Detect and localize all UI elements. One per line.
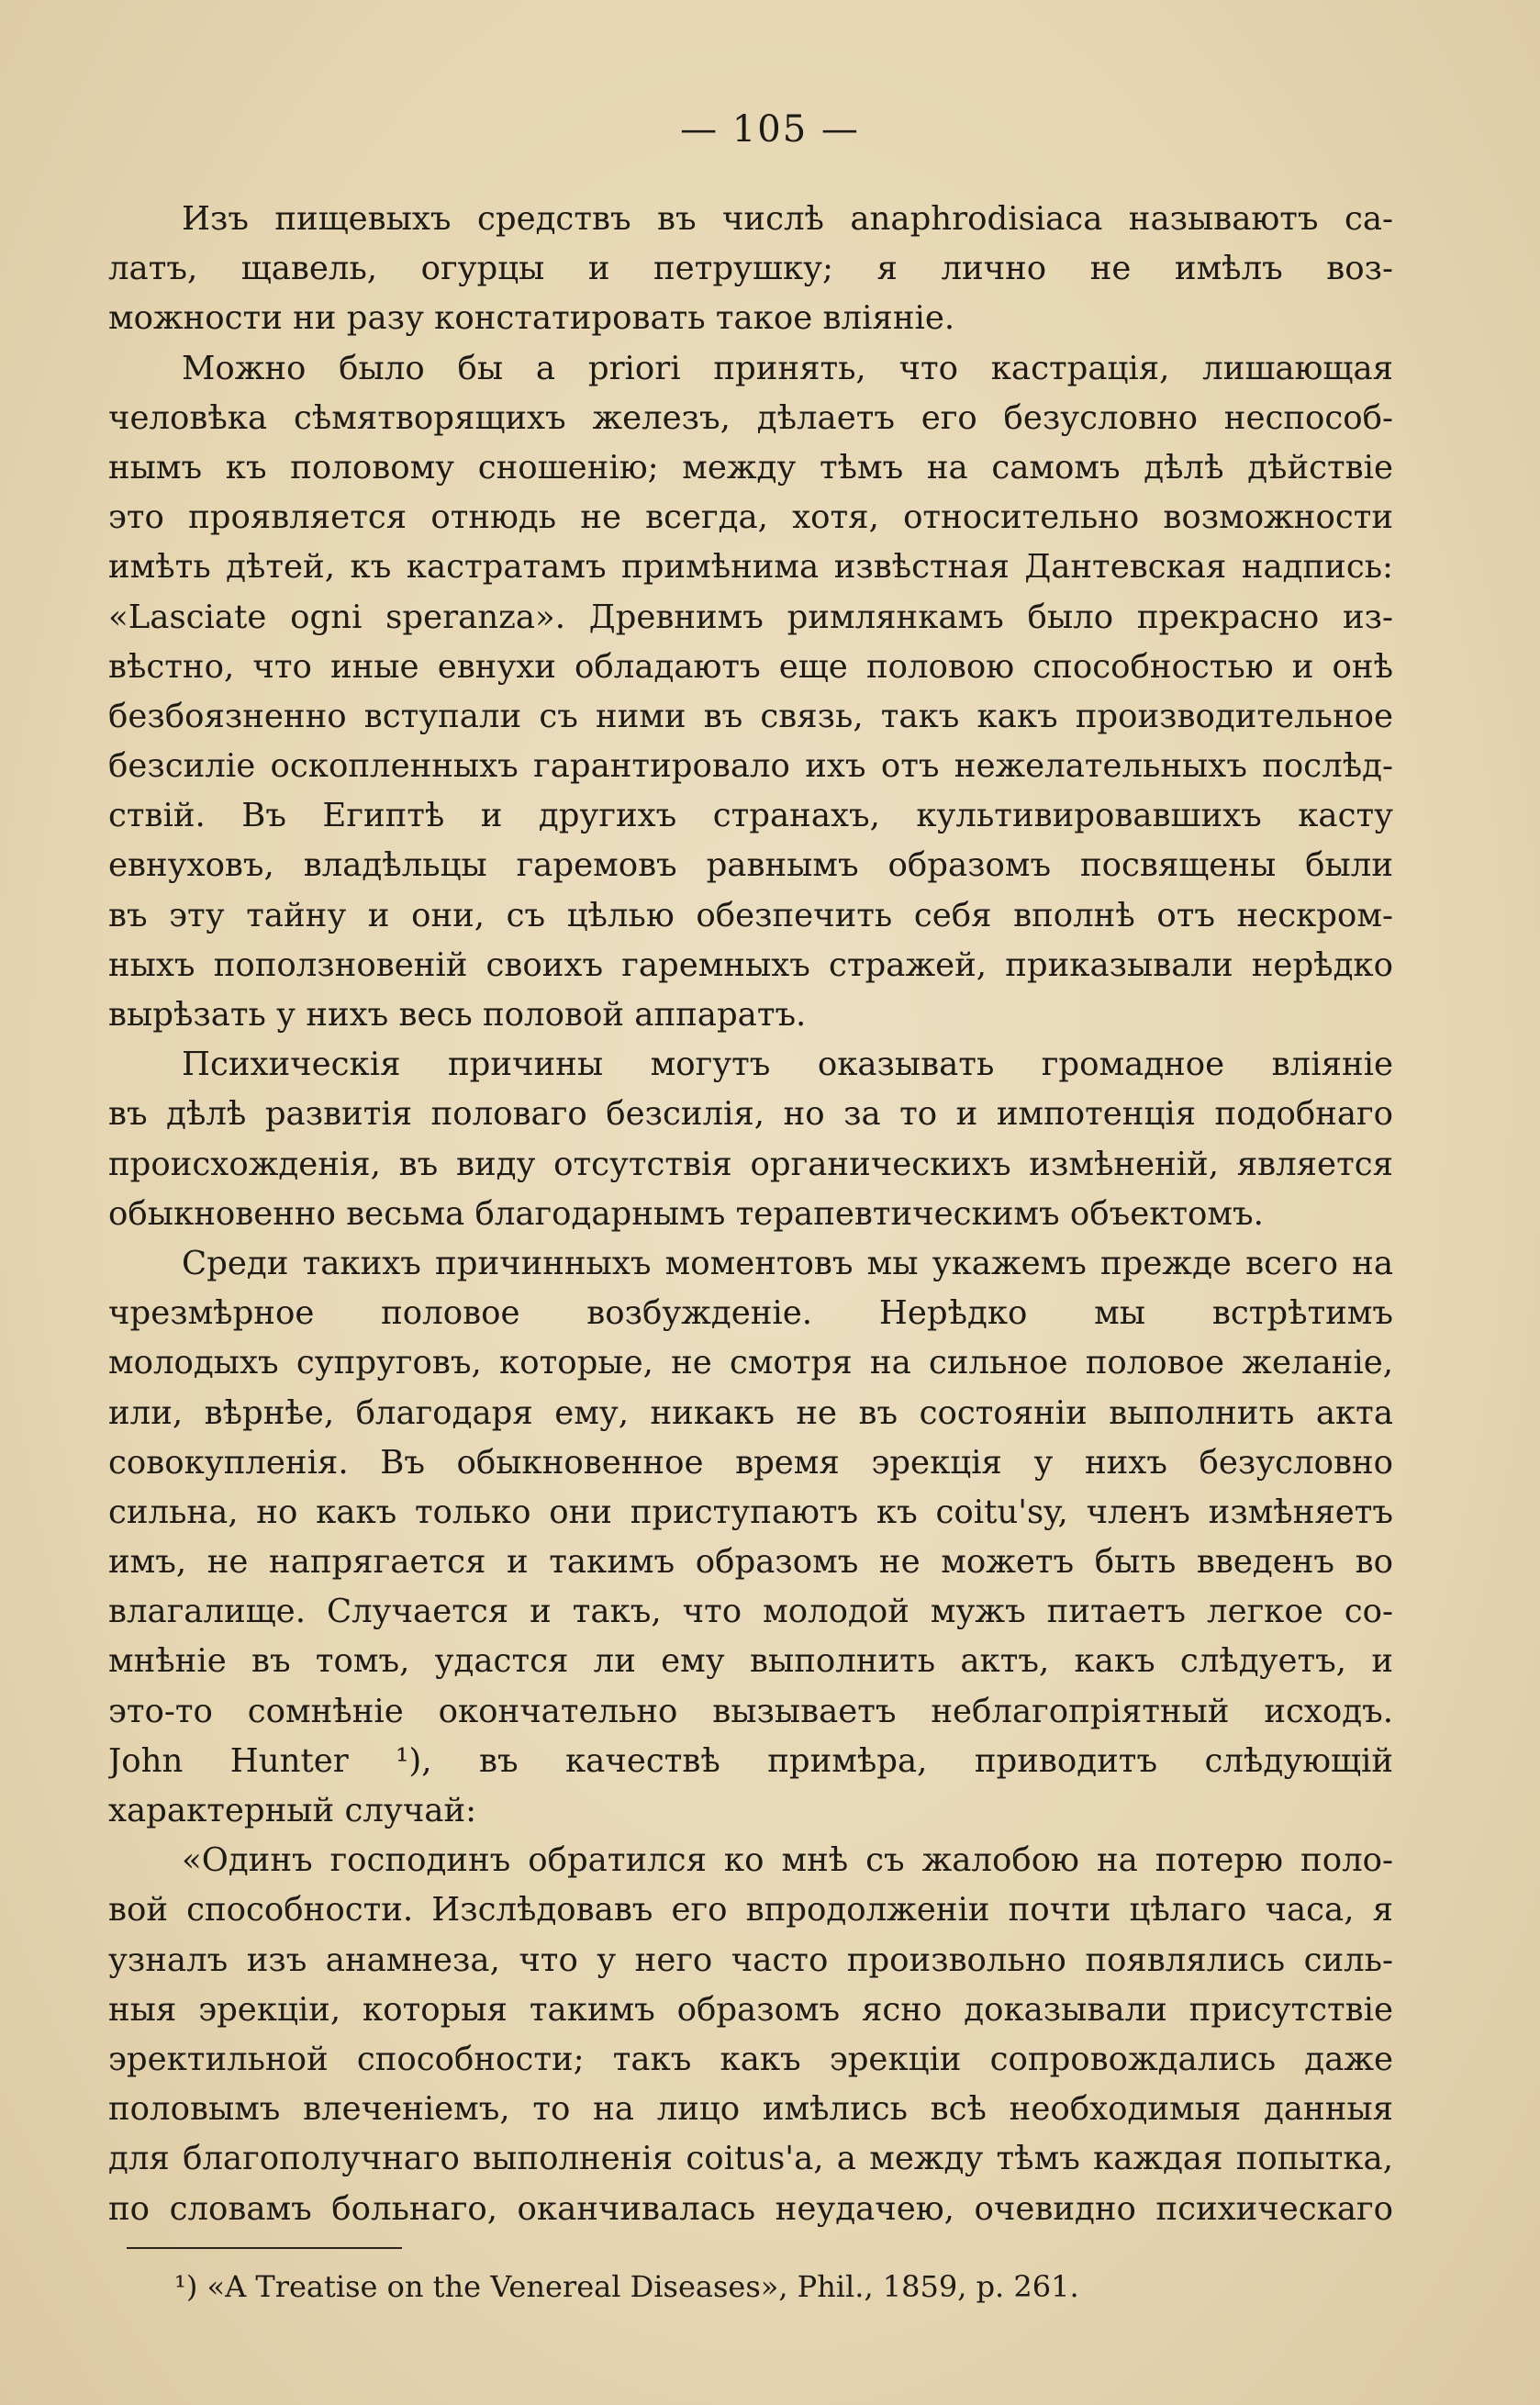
text-line: «Lasciate ogni speranza». Древнимъ римлянкамъ было прекрасно из- — [108, 598, 1393, 636]
text-line: узналъ изъ анамнеза, что у него часто произвольно появлялись силь- — [108, 1941, 1393, 1979]
text-line: ныя эрекціи, которыя такимъ образомъ ясно доказывали присутствіе — [108, 1990, 1393, 2029]
text-line: совокупленія. Въ обыкновенное время эрекція у нихъ безусловно — [108, 1443, 1393, 1482]
text-line: безсиліе оскопленныхъ гарантировало ихъ отъ нежелательныхъ послѣд- — [108, 747, 1393, 786]
text-line: или, вѣрнѣе, благодаря ему, никакъ не въ состояніи выполнить акта — [108, 1393, 1393, 1432]
text-line: латъ, щавель, огурцы и петрушку; я лично не имѣлъ воз- — [108, 250, 1393, 288]
text-line: Психическія причины могутъ оказывать громадное вліяніе — [182, 1046, 1393, 1084]
text-line: имъ, не напрягается и такимъ образомъ не можетъ быть введенъ во — [108, 1543, 1393, 1582]
text-line: ствій. Въ Египтѣ и другихъ странахъ, культивировавшихъ касту — [108, 797, 1393, 835]
body-text — [108, 195, 1393, 2234]
text-line: для благополучнаго выполненія coitus'a, а между тѣмъ каждая попытка, — [108, 2140, 1393, 2178]
page-number: — 105 — — [680, 108, 860, 151]
text-line: происхожденія, въ виду отсутствія органическихъ измѣненій, является — [108, 1145, 1393, 1183]
text-line: нымъ къ половому сношенію; между тѣмъ на самомъ дѣлѣ дѣйствіе — [108, 448, 1393, 487]
text-line: половымъ влеченіемъ, то на лицо имѣлись всѣ необходимыя данныя — [108, 2090, 1393, 2129]
text-line: вырѣзать у нихъ весь половой аппаратъ. — [108, 996, 807, 1034]
text-line: обыкновенно весьма благодарнымъ терапевтическимъ объектомъ. — [108, 1194, 1264, 1233]
text-line: ныхъ поползновеній своихъ гаремныхъ стражей, приказывали нерѣдко — [108, 945, 1393, 984]
text-line: это проявляется отнюдь не всегда, хотя, относительно возможности — [108, 498, 1393, 537]
text-line: молодыхъ супруговъ, которые, не смотря на сильное половое желаніе, — [108, 1344, 1393, 1382]
text-line: John Hunter ¹), въ качествѣ примѣра, приводитъ слѣдующій — [108, 1741, 1393, 1780]
text-line: характерный случай: — [108, 1792, 477, 1829]
text-line: Среди такихъ причинныхъ моментовъ мы укажемъ прежде всего на — [182, 1244, 1393, 1282]
footnote-rule — [127, 2247, 402, 2249]
text-line: евнуховъ, владѣльцы гаремовъ равнымъ образомъ посвящены были — [108, 846, 1393, 885]
text-line: чрезмѣрное половое возбужденіе. Нерѣдко мы встрѣтимъ — [108, 1294, 1393, 1333]
text-line: Можно было бы a priori принять, что кастрація, лишающая — [182, 349, 1393, 387]
text-line: человѣка сѣмятворящихъ железъ, дѣлаетъ его безусловно неспособ- — [108, 398, 1393, 437]
text-line: влагалище. Случается и такъ, что молодой мужъ питаетъ легкое со- — [108, 1593, 1393, 1631]
text-line: эректильной способности; такъ какъ эрекціи сопровождались даже — [108, 2040, 1393, 2078]
text-line: по словамъ больнаго, оканчивалась неудачею, очевидно психическаго — [108, 2189, 1393, 2228]
footnote: ¹) «A Treatise on the Venereal Diseases», Phil., 1859, p. 261. — [174, 2269, 1079, 2304]
text-line: мнѣніе въ томъ, удастся ли ему выполнить актъ, какъ слѣдуетъ, и — [108, 1642, 1393, 1681]
text-line: безбоязненно вступали съ ними въ связь, такъ какъ производительное — [108, 697, 1393, 735]
text-line: вой способности. Изслѣдовавъ его впродолженіи почти цѣлаго часа, я — [108, 1891, 1393, 1930]
text-line: имѣть дѣтей, къ кастратамъ примѣнима извѣстная Дантевская надпись: — [108, 548, 1393, 587]
text-line: это-то сомнѣніе окончательно вызываетъ неблагопріятный исходъ. — [108, 1692, 1393, 1730]
text-line: можности ни разу констатировать такое вліяніе. — [108, 299, 955, 338]
text-line: въ эту тайну и они, съ цѣлью обезпечить себя вполнѣ отъ нескром- — [108, 896, 1393, 934]
text-line: вѣстно, что иные евнухи обладаютъ еще половою способностью и онѣ — [108, 647, 1393, 686]
text-line: въ дѣлѣ развитія половаго безсилія, но за то и импотенція подобнаго — [108, 1095, 1393, 1134]
text-line: «Одинъ господинъ обратился ко мнѣ съ жалобою на потерю поло- — [182, 1841, 1393, 1880]
text-line: Изъ пищевыхъ средствъ въ числѣ anaphrodisiaca называютъ са- — [182, 200, 1393, 238]
text-line: сильна, но какъ только они приступаютъ къ coitu'sy, членъ измѣняетъ — [108, 1493, 1393, 1531]
